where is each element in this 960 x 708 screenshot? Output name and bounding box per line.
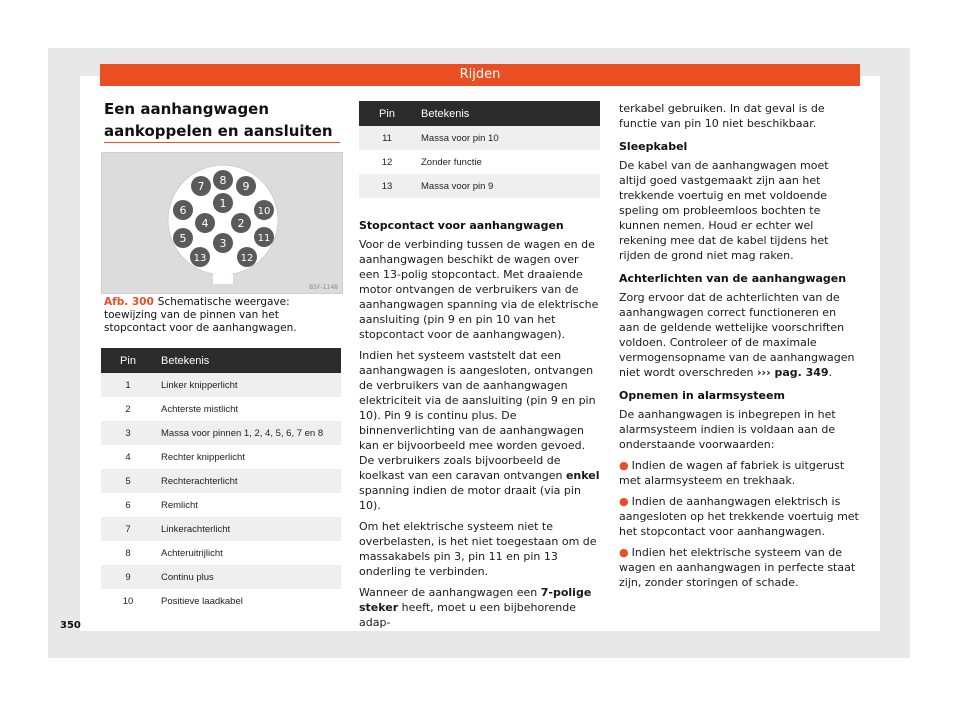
pin-cell: 8 — [101, 541, 155, 565]
connector-diagram — [102, 153, 342, 293]
paragraph: Voor de verbinding tussen de wagen en de aanhangwagen beschikt de wagen over een 13-polig stopcontact. Met draaiende motor ontvangen de verbruikers van de aanhangwagen spanning via de elektrische aansluiting (pin 9 en pin 10 van het stopcontact voor de aanhangwagen). — [359, 238, 599, 341]
pin-label: 4 — [201, 217, 209, 230]
pin-cell: 4 — [101, 445, 155, 469]
bullet-icon: ● — [619, 459, 629, 472]
pin-cell: 3 — [101, 421, 155, 445]
table-row — [101, 421, 341, 445]
paragraph — [619, 290, 859, 380]
figure-id: B5F-1148 — [309, 284, 338, 291]
pin-cell: 9 — [101, 565, 155, 589]
text: Zorg ervoor dat de achterlichten van de aanhangwagen correct functioneren en aan de geldende wettelijke voorschriften voldoen. Controleer of de maximale vermogensopname van de aanhangwagen niet wordt overschreden — [619, 291, 855, 379]
pin-cell: 13 — [359, 174, 415, 198]
pin-label: 11 — [257, 233, 271, 244]
middle-column — [359, 210, 602, 636]
pin-table-2 — [359, 101, 600, 198]
pin-cell: 2 — [101, 397, 155, 421]
paragraph — [359, 348, 602, 513]
page-number: 350 — [60, 620, 81, 631]
list-item — [619, 458, 859, 488]
connector-figure — [101, 152, 343, 294]
table-header-meaning: Betekenis — [415, 101, 600, 126]
table-row — [101, 565, 341, 589]
emphasis: enkel — [565, 469, 600, 482]
pin-label: 13 — [193, 253, 207, 264]
text: heeft, moet u een bijbehorende adap- — [359, 601, 576, 629]
paragraph: De kabel van de aanhangwagen moet altijd goed vastgemaakt zijn aan het trekkende voertuig en met voldoende speling om probleemloos bochten te kunnen nemen. Houd er echter wel rekening mee dat de kabel tijdens het rijden de grond niet mag raken. — [619, 159, 829, 262]
table-row — [359, 174, 600, 198]
table-header-meaning: Betekenis — [155, 348, 341, 373]
list-item — [619, 494, 859, 539]
table-header-pin: Pin — [101, 348, 155, 373]
text: spanning indien de motor draait (via pin 10). — [359, 484, 581, 512]
chapter-header: Rijden — [100, 64, 860, 86]
pin-label: 12 — [240, 253, 254, 264]
figure-caption-text: Schematische weergave: toewijzing van de pinnen van het stopcontact voor de aanhangwagen. — [104, 296, 297, 334]
pin-label: 1 — [219, 197, 227, 210]
pin-label: 2 — [237, 217, 245, 230]
pin-label: 10 — [257, 206, 271, 217]
pin-cell: 7 — [101, 517, 155, 541]
pin-label: 3 — [219, 237, 227, 250]
pin-cell: 1 — [101, 373, 155, 397]
paragraph: De aanhangwagen is inbegrepen in het alarmsysteem indien is voldaan aan de onderstaande voorwaarden: — [619, 408, 836, 451]
meaning-cell: Achteruitrijlicht — [155, 541, 341, 565]
table-row — [101, 541, 341, 565]
page-reference-link[interactable]: ››› pag. 349 — [757, 366, 829, 379]
paragraph — [359, 585, 602, 630]
bullet-icon: ● — [619, 546, 629, 559]
meaning-cell: Rechter knipperlicht — [155, 445, 341, 469]
text: Indien het systeem vaststelt dat een aanhangwagen is aangesloten, ontvangen de verbruikers van de aanhangwagen elektriciteit via de aansluiting (pin 9 en pin 10). Pin 9 is continu plus. De binnenverlichting van de aanhangwagen kan er bijvoorbeeld mee worden gevoed. De verbruikers zoals bijvoorbeeld de koelkast van een caravan ontvangen — [359, 349, 596, 482]
table-row — [101, 589, 341, 613]
meaning-cell: Massa voor pinnen 1, 2, 4, 5, 6, 7 en 8 — [155, 421, 341, 445]
pin-label: 7 — [197, 180, 205, 193]
meaning-cell: Remlicht — [155, 493, 341, 517]
emphasis: 7-polige steker — [359, 586, 592, 614]
heading-stopcontact: Stopcontact voor aanhangwagen — [359, 219, 564, 232]
list-item — [619, 545, 859, 590]
text: . — [828, 366, 833, 379]
list-item-text: Indien het elektrische systeem van de wagen en aanhangwagen in perfecte staat zijn, zonder storingen of schade. — [619, 546, 856, 589]
table-row — [101, 469, 341, 493]
table-row — [101, 397, 341, 421]
pin-label: 6 — [179, 204, 187, 217]
meaning-cell: Positieve laadkabel — [155, 589, 341, 613]
pin-cell: 11 — [359, 126, 415, 150]
pin-label: 9 — [242, 180, 250, 193]
title-rule — [104, 142, 340, 143]
meaning-cell: Achterste mistlicht — [155, 397, 341, 421]
table-row — [359, 126, 600, 150]
paragraph: terkabel gebruiken. In dat geval is de functie van pin 10 niet beschikbaar. — [619, 102, 825, 130]
bullet-icon: ● — [619, 495, 629, 508]
table-header-pin: Pin — [359, 101, 415, 126]
table-row — [101, 517, 341, 541]
meaning-cell: Massa voor pin 10 — [415, 126, 600, 150]
paragraph: Om het elektrische systeem niet te overbelasten, is het niet toegestaan om de massakabels pin 3, pin 11 en pin 13 onderling te verbinden. — [359, 520, 597, 578]
list-item-text: Indien de wagen af fabriek is uitgerust met alarmsysteem en trekhaak. — [619, 459, 845, 487]
meaning-cell: Massa voor pin 9 — [415, 174, 600, 198]
meaning-cell: Linker knipperlicht — [155, 373, 341, 397]
meaning-cell: Zonder functie — [415, 150, 600, 174]
pin-cell: 12 — [359, 150, 415, 174]
section-title: Een aanhangwagen aankoppelen en aansluiten — [104, 100, 333, 140]
pin-label: 5 — [179, 232, 187, 245]
figure-caption — [104, 296, 340, 335]
pin-cell: 5 — [101, 469, 155, 493]
meaning-cell: Rechterachterlicht — [155, 469, 341, 493]
heading-sleepkabel: Sleepkabel — [619, 140, 688, 153]
text: Wanneer de aanhangwagen een — [359, 586, 538, 599]
meaning-cell: Linkerachterlicht — [155, 517, 341, 541]
heading-alarmsysteem: Opnemen in alarmsysteem — [619, 389, 785, 402]
heading-achterlichten: Achterlichten van de aanhangwagen — [619, 272, 847, 285]
list-item-text: Indien de aanhangwagen elektrisch is aangesloten op het trekkende voertuig met het stopcontact voor aanhangwagen. — [619, 495, 859, 538]
pin-cell: 10 — [101, 589, 155, 613]
figure-label: Afb. 300 — [104, 296, 154, 308]
pin-label: 8 — [219, 174, 227, 187]
meaning-cell: Continu plus — [155, 565, 341, 589]
table-row — [101, 493, 341, 517]
table-row — [101, 445, 341, 469]
pin-cell: 6 — [101, 493, 155, 517]
pin-table-1 — [101, 348, 341, 613]
table-row — [101, 373, 341, 397]
right-column — [619, 101, 859, 596]
table-row — [359, 150, 600, 174]
